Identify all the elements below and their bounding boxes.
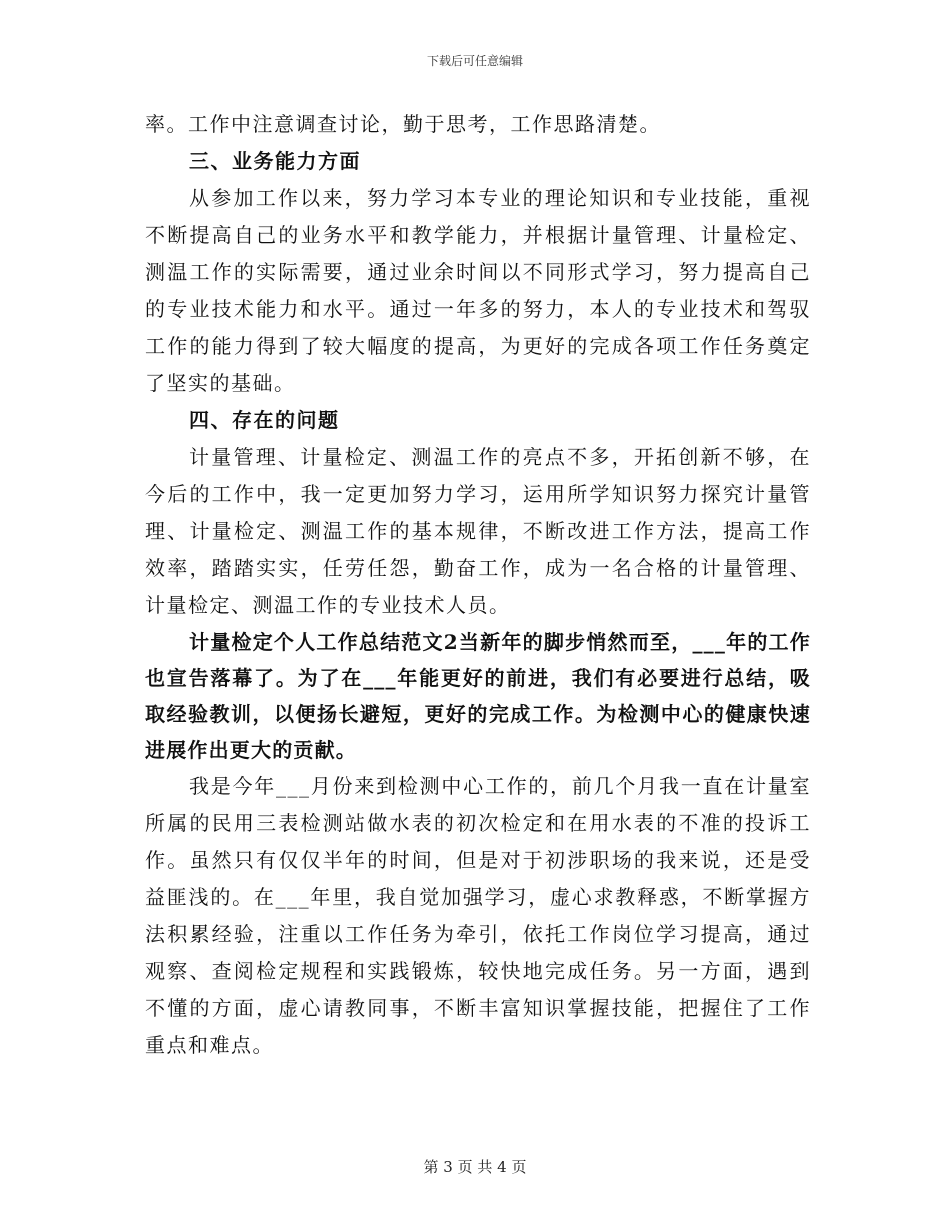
paragraph-business-ability: 从参加工作以来，努力学习本专业的理论知识和专业技能，重视不断提高自己的业务水平和教学能力，并根据计量管理、计量检定、测温工作的实际需要，通过业余时间以不同形式学习，努力提高自己的专业技术能力和水平。通过一年多的努力，本人的专业技术和驾驭工作的能力得到了较大幅度的提高，为更好的完成各项工作任务奠定了坚实的基础。 bbox=[145, 186, 811, 395]
paragraph-sample-intro: 计量检定个人工作总结范文2当新年的脚步悄然而至，___年的工作也宣告落幕了。为了在___年能更好的前进，我们有必要进行总结，吸取经验教训，以便扬长避短，更好的完成工作。为检测中心的健康快速进展作出更大的贡献。 bbox=[145, 630, 811, 762]
page-header: 下载后可任意编辑 bbox=[426, 54, 523, 68]
page-footer: 第 3 页 共 4 页 bbox=[423, 1158, 527, 1176]
paragraph-continuation: 率。工作中注意调查讨论，勤于思考，工作思路清楚。 bbox=[145, 112, 661, 136]
section-heading-business-ability: 三、业务能力方面 bbox=[189, 149, 361, 173]
document-body bbox=[145, 106, 811, 1064]
paragraph-work-experience: 我是今年___月份来到检测中心工作的，前几个月我一直在计量室所属的民用三表检测站做水表的初次检定和在用水表的不准的投诉工作。虽然只有仅仅半年的时间，但是对于初涉职场的我来说，还是受益匪浅的。在___年里，我自觉加强学习，虚心求教释惑，不断掌握方法积累经验，注重以工作任务为牵引，依托工作岗位学习提高，通过观察、查阅检定规程和实践锻炼，较快地完成任务。另一方面，遇到不懂的方面，虚心请教同事，不断丰富知识掌握技能，把握住了工作重点和难点。 bbox=[145, 774, 811, 1057]
paragraph-problems: 计量管理、计量检定、测温工作的亮点不多，开拓创新不够，在今后的工作中，我一定更加努力学习，运用所学知识努力探究计量管理、计量检定、测温工作的基本规律，不断改进工作方法，提高工作效率，踏踏实实，任劳任怨，勤奋工作，成为一名合格的计量管理、计量检定、测温工作的专业技术人员。 bbox=[145, 445, 811, 617]
section-heading-problems: 四、存在的问题 bbox=[189, 408, 340, 432]
